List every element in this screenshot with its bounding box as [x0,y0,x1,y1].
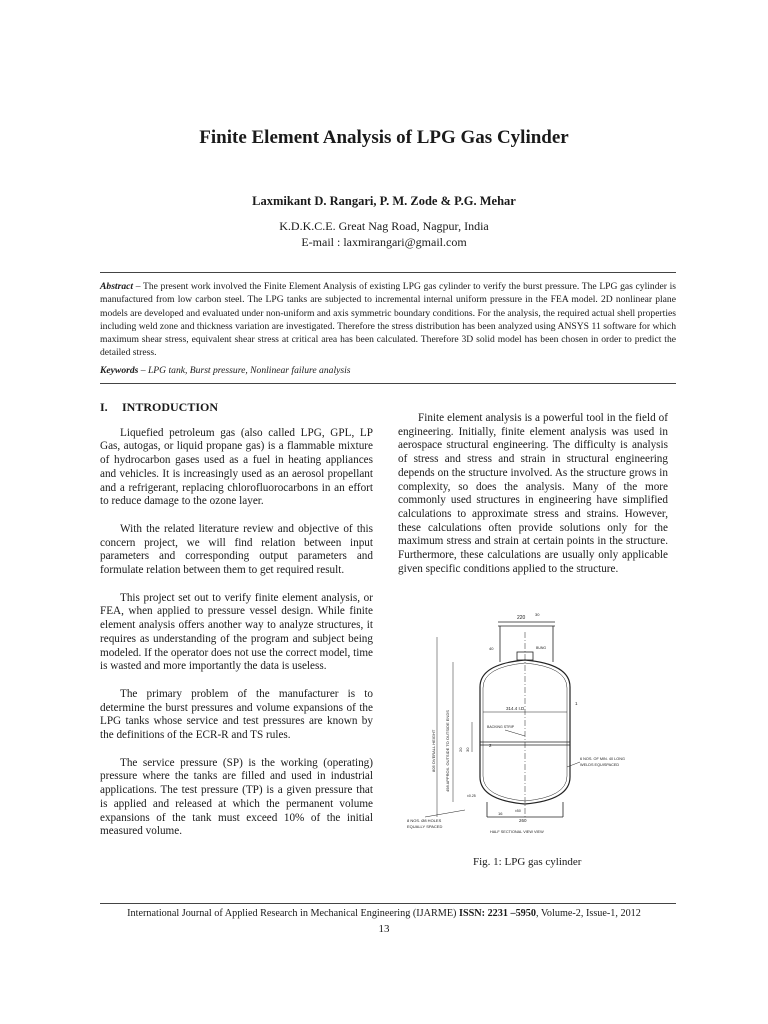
email: E-mail : laxmirangari@gmail.com [301,235,467,249]
fig-label: 6 NOS. OF MIN. 40 LONG [580,757,625,761]
paragraph: The primary problem of the manufacturer is to determine the burst pressures and volume expansions of the LPG tanks whose service and test pressures are known by the definitions of the ECR-R and TS rules. [100,687,373,742]
fig-label: 2 [489,743,492,748]
paper-title: Finite Element Analysis of LPG Gas Cylinder [199,127,569,148]
footer-rule [100,903,676,904]
abstract [100,280,676,360]
fig-label: WELDS EQUISPACED [580,763,620,767]
fig-label: 220 [517,615,526,621]
paragraph: Finite element analysis is a powerful tool in the field of engineering. Initially, finite element analysis was used in aerospace structural engineering. The difficulty is analysis of stress and stress and strain in structural engineering depends on the structure involved. As the structure grows in complexity, so does the analysis. Many of the more commonly used structures in engineering have simplified calculations to approximate stress and strains. However, these calculations often provide solutions only for the maximum stress and strain at certain points in the structure. Furthermore, these calculations are usually only applicable given specific conditions applied to the structure. [398,412,668,575]
paragraph: This project set out to verify finite element analysis, or FEA, when applied to pressure vessel design. While finite element analysis offers another way to analyze structures, it requires as understanding of the program and subject being modeled. If the operator does not use the correct model, time is wasted and more importantly the data is useless. [100,591,373,673]
paragraph: With the related literature review and objective of this concern project, we will find relation between input parameters and corresponding output parameters and formulate relation between them to get required result. [100,522,373,577]
issn: ISSN: 2231 –5950 [458,908,536,919]
right-column [398,412,668,590]
abstract-text: – The present work involved the Finite Element Analysis of existing LPG gas cylinder to verify the burst pressure. The LPG gas cylinder is manufactured from low carbon steel. The LPG tanks are subjected to incremental internal uniform pressure in the FEA model. 2D nonlinear plane models are developed and evaluated under non-uniform and axis symmetric boundary conditions. For the analysis, the required actual shell properties including weld zone and thickness variation are investigated. Therefore the stress distribution has been analyzed using ANSYS 11 software for which maximum shear stress, equivalent shear stress at critical area has been calculated. Therefore 3D solid model has been chosen in order to predict the detailed stress. [100,281,676,359]
journal-footer [0,908,768,919]
fig-label: EQUALLY SPACED [407,824,443,829]
fig-label: 20 [458,747,463,752]
fig-label: 30 [535,612,540,617]
fig-label: BUNG [536,646,547,650]
section-title: INTRODUCTION [122,400,219,414]
fig-label: 1 [575,701,578,706]
paragraph: The service pressure (SP) is the working (operating) pressure where the tanks are filled and used in industrial applications. The test pressure (TP) is a given pressure that is applied and released at which the permanent volume expansions of the tank must exceed 10% of the initial measured volume. [100,756,373,838]
figure-caption: Fig. 1: LPG gas cylinder [473,856,582,868]
fig-label: 498 APPROX. OUTSIDE TO OUTSIDE ENDS [445,710,450,792]
paragraph: Liquefied petroleum gas (also called LPG, GPL, LP Gas, autogas, or liquid propane gas) is a flammable mixture of hydrocarbon gases used as a fuel in heating appliances and vehicles. It is increasingly used as an aerosol propellant and a refrigerant, replacing chlorofluorocarbons in an effort to reduce damage to the ozone layer. [100,426,373,508]
left-column [100,401,373,853]
abstract-top-rule [100,272,676,273]
fig-label: 16 [498,811,503,816]
keywords-text: – LPG tank, Burst pressure, Nonlinear failure analysis [138,365,351,376]
fig-label: 314.4 I.D. [506,706,526,711]
affiliation: K.D.K.C.E. Great Nag Road, Nagpur, India [279,219,489,233]
journal-name: International Journal of Applied Research in Mechanical Engineering (IJARME) [127,908,459,919]
fig-label: 8 NOS. Ø8 HOLES [407,818,442,823]
lpg-cylinder-drawing [405,612,625,837]
fig-label: ±50 [515,809,521,813]
fig-label: BACKING STRIP [487,725,515,729]
fig-label: 805 OVERALL HEIGHT [431,729,436,772]
abstract-bottom-rule [100,383,676,384]
keywords-label: Keywords [100,365,139,376]
section-number: I. [100,400,108,414]
page-number: 13 [378,923,390,935]
fig-label: HALF SECTIONAL VIEW VIEW [490,830,544,834]
volume: , Volume-2, Issue-1, 2012 [535,908,641,919]
keywords [100,365,676,376]
fig-label: 30 [465,747,470,752]
authors: Laxmikant D. Rangari, P. M. Zode & P.G. Mehar [252,194,516,208]
fig-label: ±0.25 [467,794,476,798]
fig-label: 260 [519,818,527,823]
fig-label: 40 [489,646,494,651]
abstract-label: Abstract [100,281,134,292]
affiliation-block [0,218,768,250]
section-heading [100,401,373,415]
